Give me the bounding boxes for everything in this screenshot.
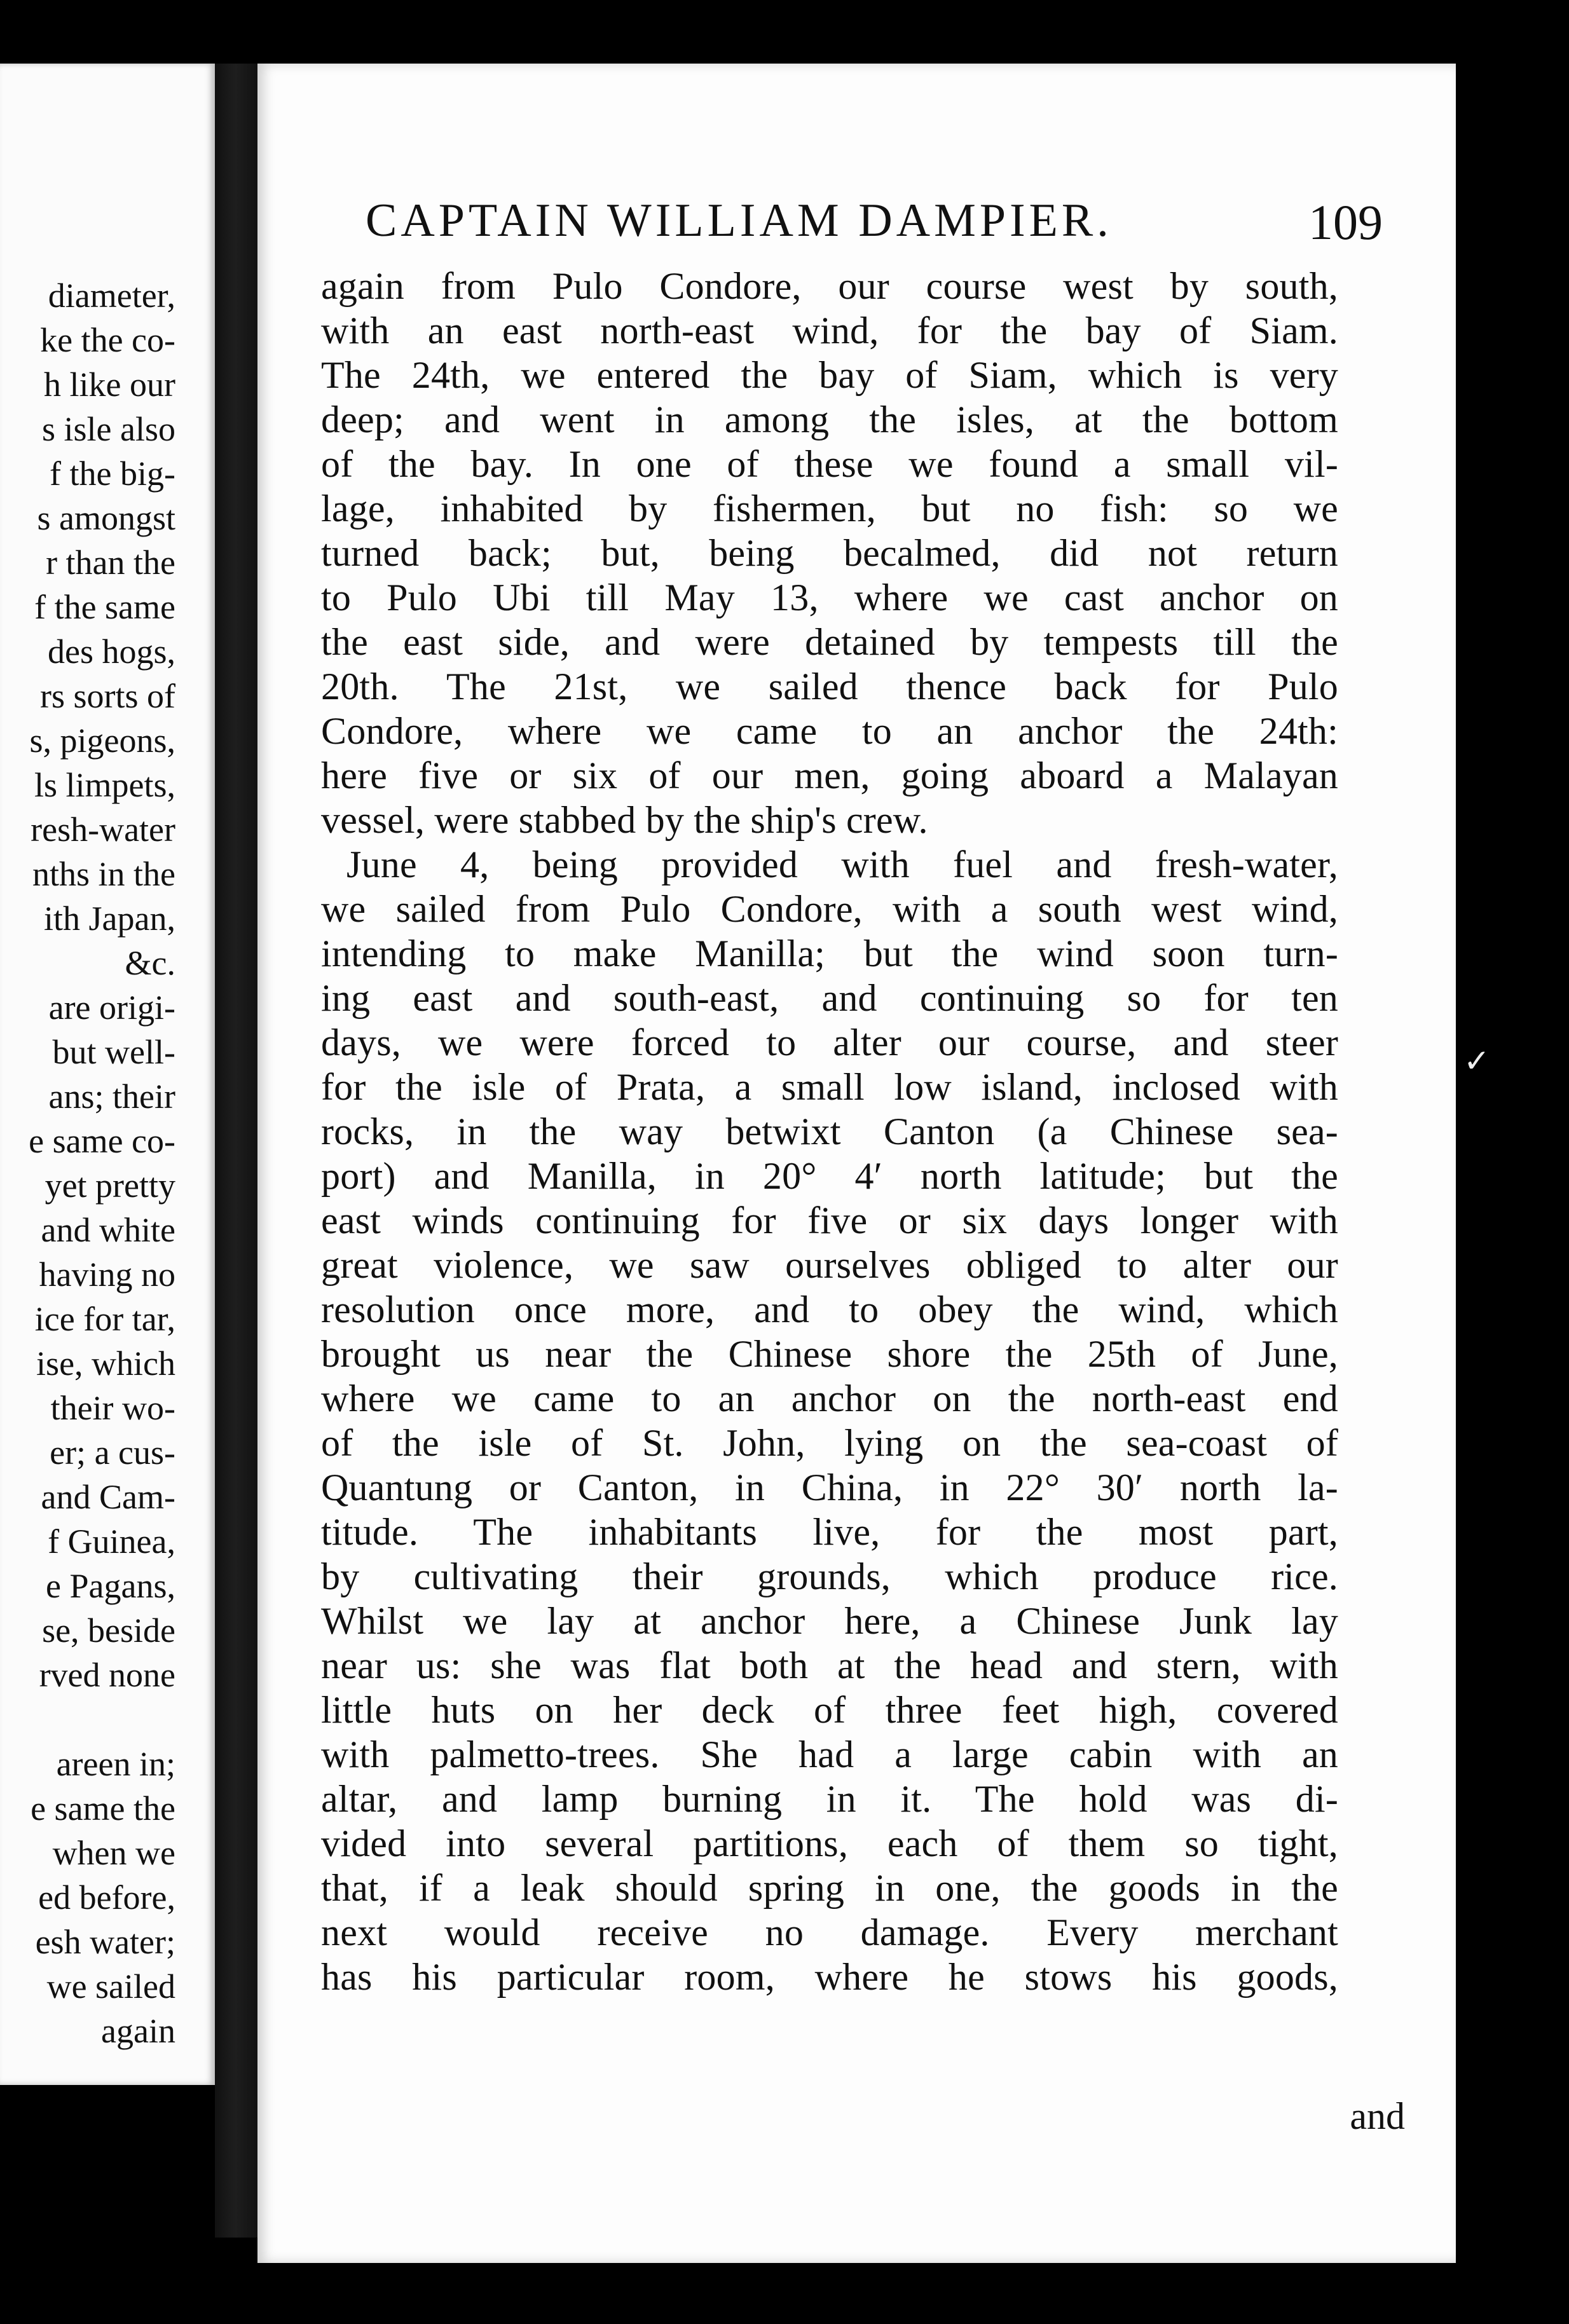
running-head-title: CAPTAIN WILLIAM DAMPIER. <box>366 195 1113 247</box>
text-line: of the bay. In one of these we found a small vil- <box>321 443 1338 485</box>
text-line: with an east north-east wind, for the bay of Siam. <box>321 310 1338 352</box>
text-line: great violence, we saw ourselves obliged to alter our <box>321 1244 1338 1286</box>
left-page-line: and Cam- <box>41 1478 175 1516</box>
left-page-line: r than the <box>46 543 175 582</box>
text-line: Condore, where we came to an anchor the 24th: <box>321 710 1338 752</box>
left-page-line: e Pagans, <box>46 1567 175 1605</box>
left-page-line: yet pretty <box>45 1166 175 1205</box>
text-line: has his particular room, where he stows his goods, <box>321 1956 1338 1998</box>
left-page-line: esh water; <box>35 1923 175 1961</box>
left-page-text <box>0 273 175 2053</box>
text-line: near us: she was flat both at the head and stern, with <box>321 1644 1338 1686</box>
left-page-line: areen in; <box>56 1745 175 1783</box>
left-page-line: s isle also <box>42 410 175 448</box>
text-line: vided into several partitions, each of them so tight, <box>321 1822 1338 1864</box>
left-page-line: h like our <box>44 366 175 404</box>
body-text <box>321 264 1338 1999</box>
text-line: the east side, and were detained by tempests till the <box>321 621 1338 663</box>
left-page-line: when we <box>52 1834 175 1872</box>
left-page-line: ke the co- <box>40 321 175 359</box>
left-page-line: &c. <box>125 944 175 982</box>
left-page-line: f the same <box>34 588 175 626</box>
left-page-line: e same co- <box>29 1122 175 1160</box>
text-line: deep; and went in among the isles, at the bottom <box>321 399 1338 441</box>
left-page-line: their wo- <box>50 1389 175 1427</box>
text-line: of the isle of St. John, lying on the sea-coast of <box>321 1422 1338 1464</box>
right-page <box>257 64 1456 2263</box>
left-page-line: nths in the <box>32 855 175 893</box>
left-page-line: and white <box>41 1211 175 1249</box>
text-line: for the isle of Prata, a small low island, inclosed with <box>321 1066 1338 1108</box>
text-line: next would receive no damage. Every merchant <box>321 1911 1338 1953</box>
text-line: brought us near the Chinese shore the 25th of June, <box>321 1333 1338 1375</box>
left-page-line: but well- <box>52 1033 175 1071</box>
text-line: days, we were forced to alter our course, and steer <box>321 1022 1338 1063</box>
text-line: rocks, in the way betwixt Canton (a Chinese sea- <box>321 1111 1338 1152</box>
left-page-line: se, beside <box>42 1611 175 1650</box>
text-line: lage, inhabited by fishermen, but no fish: so we <box>321 488 1338 530</box>
text-line: Whilst we lay at anchor here, a Chinese Junk lay <box>321 1600 1338 1642</box>
left-page-line: des hogs, <box>48 632 175 671</box>
text-line: The 24th, we entered the bay of Siam, which is very <box>321 354 1338 396</box>
text-line: titude. The inhabitants live, for the most part, <box>321 1511 1338 1553</box>
left-page-line: f the big- <box>50 455 175 493</box>
left-page-line: ls limpets, <box>34 766 175 804</box>
running-head <box>366 194 1383 257</box>
left-page-line: ed before, <box>38 1878 175 1917</box>
left-page-line: are origi- <box>48 988 175 1027</box>
left-page-line: having no <box>39 1255 175 1294</box>
page-number: 109 <box>1308 195 1383 250</box>
text-line: east winds continuing for five or six days longer with <box>321 1200 1338 1241</box>
bleed-through-text <box>159 159 210 273</box>
text-line: turned back; but, being becalmed, did not return <box>321 532 1338 574</box>
left-page-line: rs sorts of <box>40 677 175 715</box>
text-line: little huts on her deck of three feet high, covered <box>321 1689 1338 1731</box>
text-line: again from Pulo Condore, our course west by south, <box>321 265 1338 307</box>
text-line: vessel, were stabbed by the ship's crew. <box>321 799 928 841</box>
text-line: altar, and lamp burning in it. The hold was di- <box>321 1778 1338 1820</box>
left-page-line: we sailed <box>46 1967 175 2006</box>
margin-mark: ✓ <box>1463 1043 1490 1079</box>
left-page-line: f Guinea, <box>48 1522 175 1561</box>
left-page-line: rved none <box>39 1656 175 1694</box>
left-page-line: e same the <box>31 1789 175 1828</box>
left-page-line: er; a cus- <box>50 1433 175 1472</box>
left-page-line: ans; their <box>48 1077 175 1116</box>
left-page-line: diameter, <box>48 277 175 315</box>
text-line: Quantung or Canton, in China, in 22° 30′ north la- <box>321 1466 1338 1508</box>
catchword: and <box>1350 2095 1405 2137</box>
text-line: June 4, being provided with fuel and fresh-water, <box>346 844 1338 885</box>
text-line: that, if a leak should spring in one, the goods in the <box>321 1867 1338 1909</box>
text-line: intending to make Manilla; but the wind soon turn- <box>321 933 1338 974</box>
left-facing-page <box>0 64 215 2085</box>
text-line: where we came to an anchor on the north-east end <box>321 1377 1338 1419</box>
left-page-line: again <box>101 2012 175 2050</box>
text-line: port) and Manilla, in 20° 4′ north latitude; but the <box>321 1155 1338 1197</box>
text-line: we sailed from Pulo Condore, with a south west wind, <box>321 888 1338 930</box>
text-line: ing east and south-east, and continuing so for ten <box>321 977 1338 1019</box>
left-page-line: ice for tar, <box>34 1300 175 1338</box>
left-page-line: ith Japan, <box>44 899 175 938</box>
text-line: here five or six of our men, going aboard a Malayan <box>321 755 1338 796</box>
text-line: by cultivating their grounds, which produce rice. <box>321 1555 1338 1597</box>
left-page-line: s amongst <box>37 499 175 537</box>
text-line: resolution once more, and to obey the wind, which <box>321 1288 1338 1330</box>
text-line: to Pulo Ubi till May 13, where we cast anchor on <box>321 577 1338 619</box>
left-page-line <box>0 1697 175 1742</box>
text-line: with palmetto-trees. She had a large cabin with an <box>321 1733 1338 1775</box>
text-line: 20th. The 21st, we sailed thence back for Pulo <box>321 666 1338 707</box>
left-page-line: s, pigeons, <box>29 721 175 760</box>
left-page-line: ise, which <box>36 1344 175 1383</box>
left-page-line: resh-water <box>31 810 175 849</box>
